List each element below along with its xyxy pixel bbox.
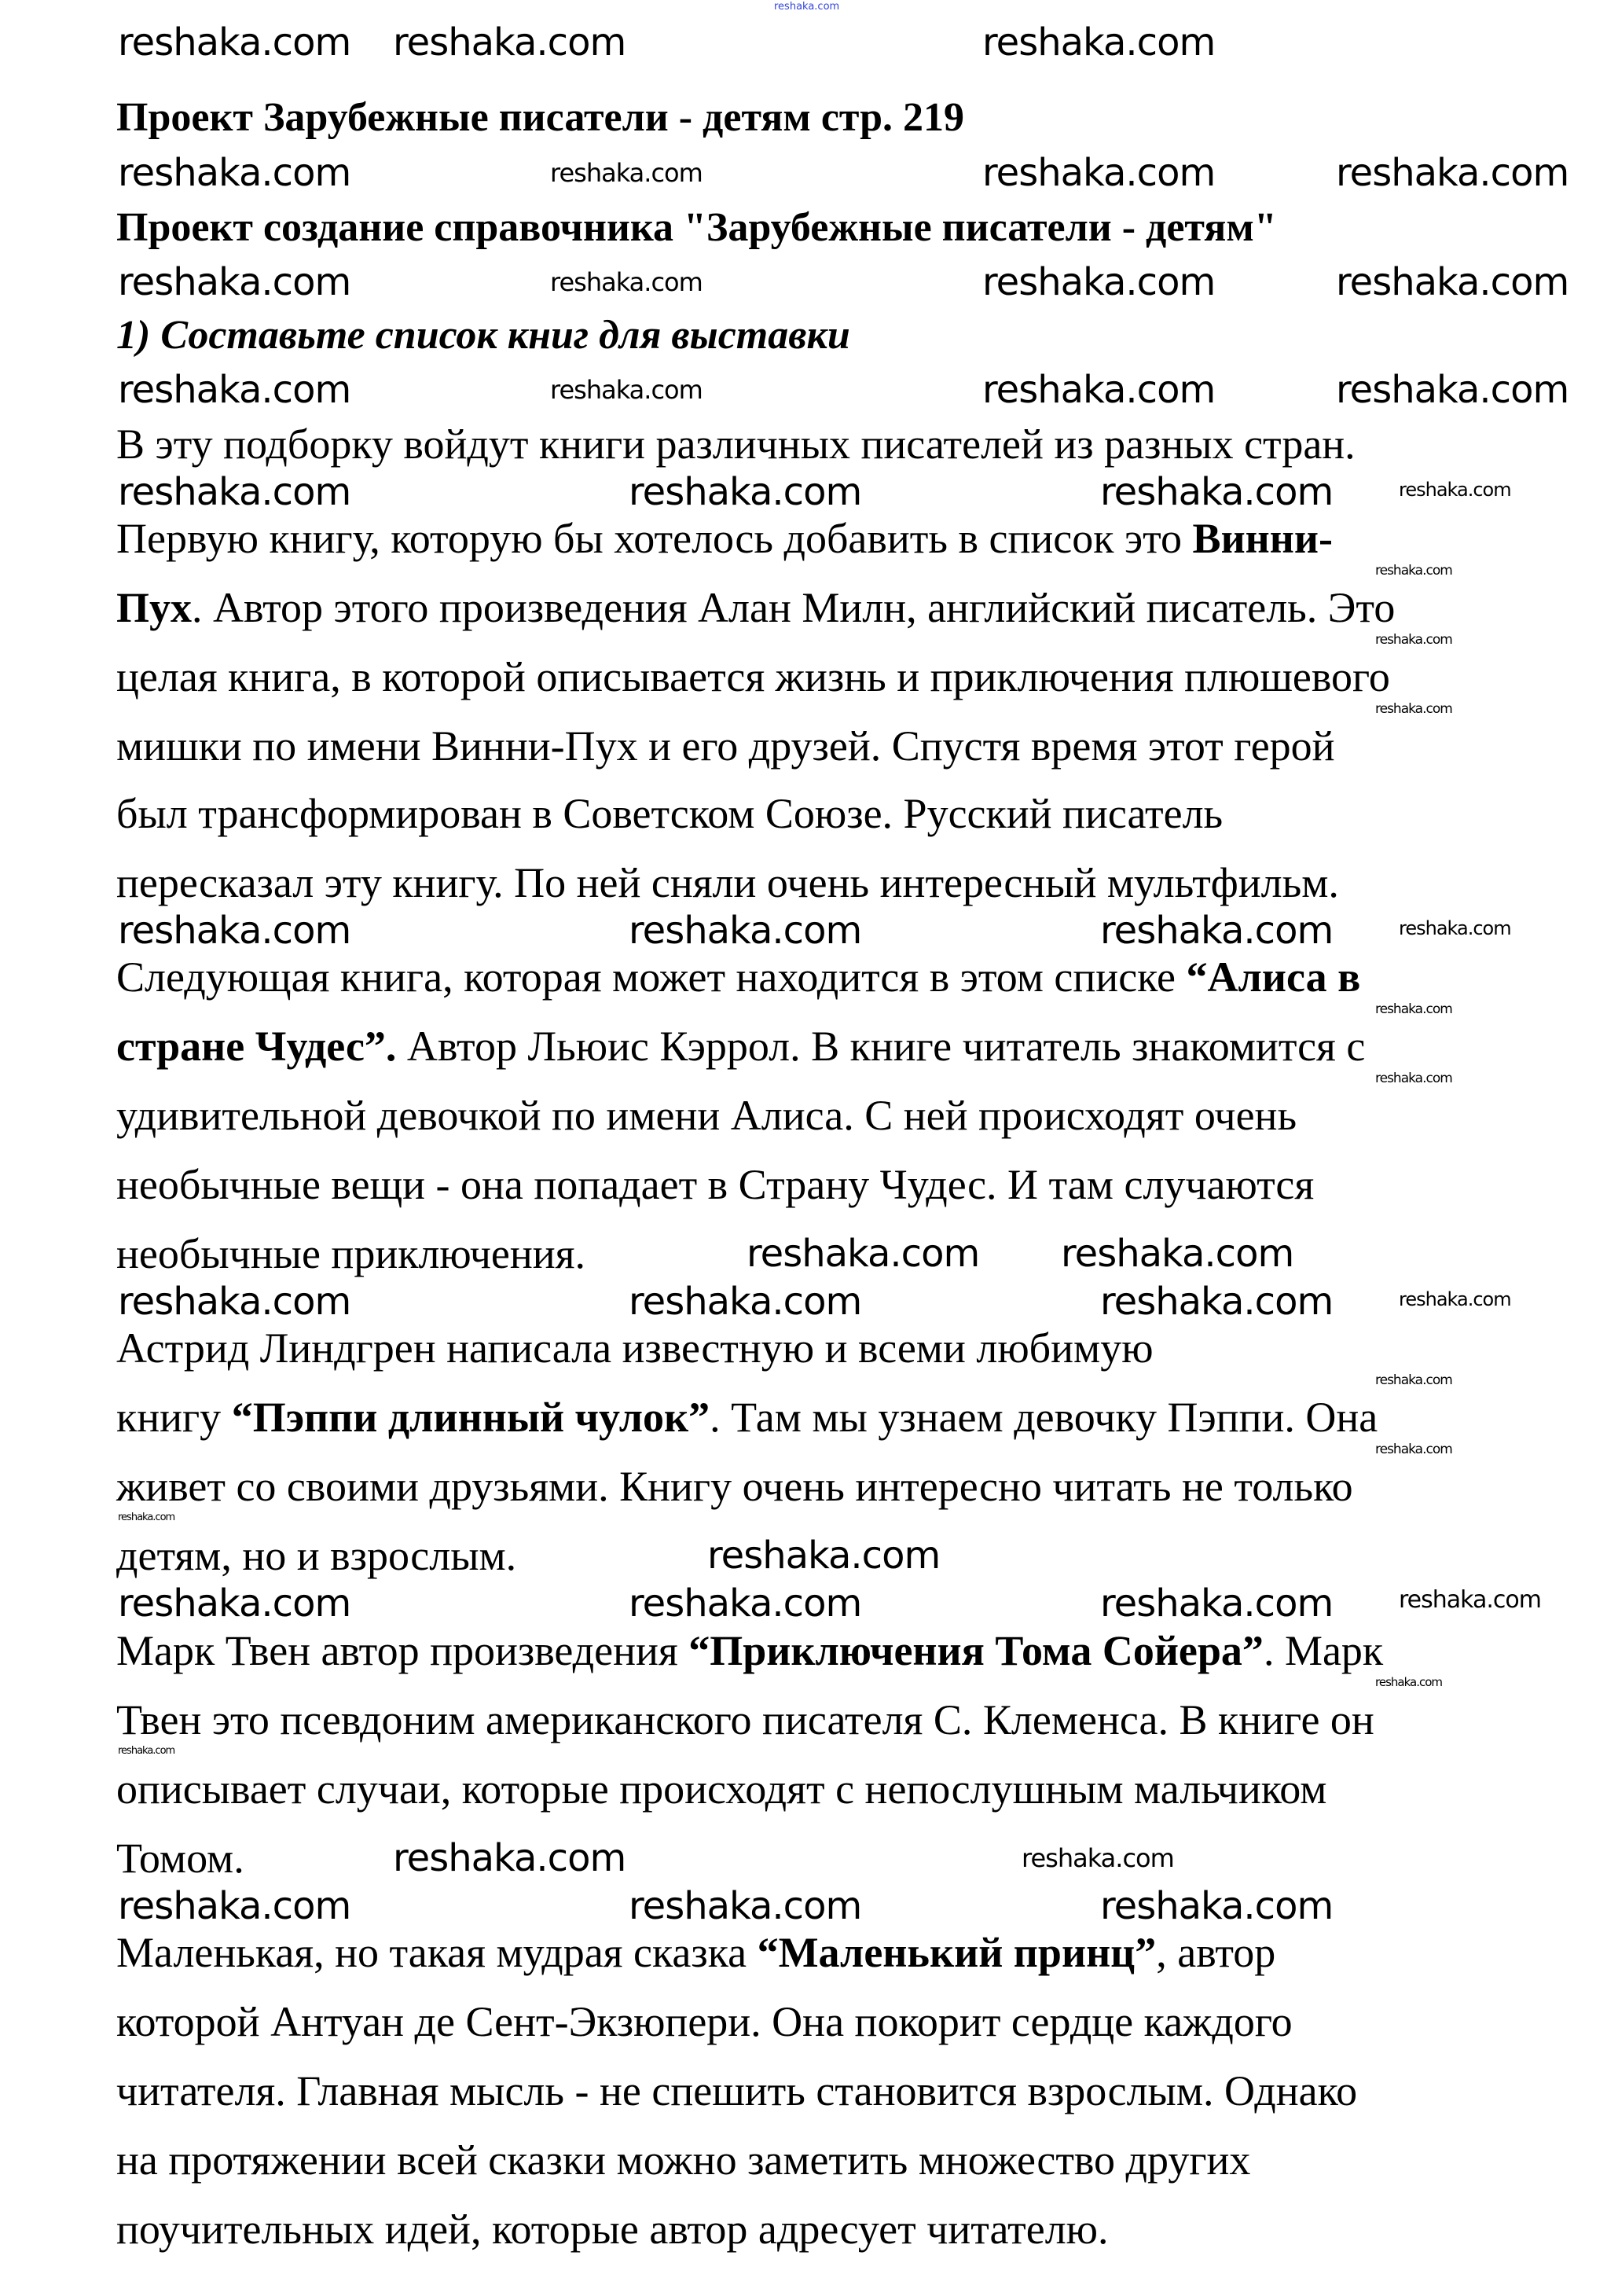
book-title: “Алиса в [1186, 953, 1361, 1001]
text-line [116, 652, 1390, 701]
task-heading: 1) Составьте список книг для выставки [116, 313, 850, 358]
watermark: reshaka.com [118, 1512, 175, 1523]
watermark: reshaka.com [629, 909, 862, 953]
watermark: reshaka.com [1100, 1581, 1334, 1626]
text-line [116, 1626, 1383, 1675]
text-segment: удивительной девочкой по имени Алиса. С ней происходят очень [116, 1092, 1297, 1139]
watermark: reshaka.com [1375, 563, 1452, 579]
text-line [116, 722, 1335, 770]
watermark: reshaka.com [118, 470, 351, 514]
watermark: reshaka.com [118, 1745, 175, 1757]
text-segment: необычные приключения. [116, 1230, 585, 1277]
text-segment: поучительных идей, которые автор адресует читателю. [116, 2206, 1109, 2253]
text-line [116, 1393, 1378, 1442]
watermark: reshaka.com [550, 375, 703, 405]
text-line [116, 1695, 1374, 1744]
page-subtitle: Проект создание справочника "Зарубежные писатели - детям" [116, 205, 1277, 250]
watermark: reshaka.com [118, 1581, 351, 1626]
text-line [116, 1091, 1297, 1140]
watermark: reshaka.com [1375, 1071, 1452, 1086]
text-segment: описывает случаи, которые происходят с непослушным мальчиком [116, 1765, 1327, 1813]
text-segment: В эту подборку войдут книги различных писателей из разных стран. [116, 421, 1356, 468]
text-segment: которой Антуан де Сент-Экзюпери. Она покорит сердце каждого [116, 1998, 1293, 2045]
text-line [116, 1160, 1314, 1209]
watermark: reshaka.com [1375, 1001, 1452, 1017]
text-segment: Твен это псевдоним американского писателя С. Клеменса. В книге он [116, 1696, 1374, 1743]
book-title: стране Чудес”. [116, 1023, 397, 1070]
text-line [116, 2205, 1109, 2254]
watermark: reshaka.com [1100, 909, 1334, 953]
watermark: reshaka.com [629, 470, 862, 514]
watermark: reshaka.com [747, 1232, 980, 1276]
watermark: reshaka.com [550, 267, 703, 297]
text-line [116, 1765, 1326, 1813]
watermark: reshaka.com [629, 1884, 862, 1928]
text-line [116, 1834, 244, 1883]
watermark: reshaka.com [393, 1836, 626, 1880]
watermark: reshaka.com [1336, 368, 1569, 412]
text-segment: Марк Твен автор произведения [116, 1627, 689, 1674]
text-line [116, 514, 1333, 563]
text-segment: на протяжении всей сказки можно заметить множество других [116, 2136, 1251, 2184]
text-line [116, 420, 1356, 468]
watermark: reshaka.com [118, 1884, 351, 1928]
text-line [116, 2136, 1250, 2184]
watermark: reshaka.com [707, 1534, 941, 1578]
text-segment: мишки по имени Винни-Пух и его друзей. Спустя время этот герой [116, 722, 1335, 770]
watermark: reshaka.com [1022, 1843, 1174, 1873]
text-segment: . Автор этого произведения Алан Милн, английский писатель. Это [192, 584, 1396, 631]
text-line [116, 1928, 1275, 1977]
watermark: reshaka.com [1100, 470, 1334, 514]
watermark: reshaka.com [118, 909, 351, 953]
watermark: reshaka.com [1399, 1288, 1511, 1310]
text-segment: Первую книгу, которую бы хотелось добавить в список это [116, 515, 1193, 562]
watermark: reshaka.com [393, 20, 626, 64]
text-line [116, 858, 1339, 907]
watermark: reshaka.com [1399, 479, 1511, 501]
text-line [116, 1531, 516, 1580]
text-segment: . Там мы узнаем девочку Пэппи. Она [710, 1394, 1378, 1441]
header-link[interactable]: reshaka.com [774, 1, 840, 13]
watermark: reshaka.com [1100, 1884, 1334, 1928]
book-title: Винни- [1192, 515, 1333, 562]
watermark: reshaka.com [629, 1280, 862, 1324]
text-segment: Следующая книга, которая может находится в этом списке [116, 953, 1187, 1001]
book-title: “Пэппи длинный чулок” [231, 1394, 710, 1441]
watermark: reshaka.com [1375, 1675, 1442, 1689]
watermark: reshaka.com [1100, 1280, 1334, 1324]
watermark: reshaka.com [1399, 1586, 1541, 1614]
watermark: reshaka.com [1336, 260, 1569, 304]
watermark: reshaka.com [1061, 1232, 1294, 1276]
text-line [116, 1324, 1154, 1372]
watermark: reshaka.com [982, 260, 1216, 304]
text-segment: Астрид Линдгрен написала известную и всеми любимую [116, 1324, 1154, 1372]
text-segment: . Марк [1263, 1627, 1384, 1674]
text-line [116, 2066, 1357, 2115]
text-segment: Автор Льюис Кэррол. В книге читатель знакомится с [396, 1023, 1366, 1070]
watermark: reshaka.com [118, 1280, 351, 1324]
watermark: reshaka.com [118, 151, 351, 195]
text-line [116, 1997, 1293, 2046]
watermark: reshaka.com [118, 368, 351, 412]
watermark: reshaka.com [629, 1581, 862, 1626]
text-segment: читателя. Главная мысль - не спешить становится взрослым. Однако [116, 2067, 1358, 2114]
text-line [116, 789, 1223, 838]
watermark: reshaka.com [550, 158, 703, 188]
text-segment: Маленькая, но такая мудрая сказка [116, 1929, 758, 1976]
watermark: reshaka.com [982, 151, 1216, 195]
book-title: Пух [116, 584, 193, 631]
text-line [116, 1022, 1365, 1071]
page-title: Проект Зарубежные писатели - детям стр. 219 [116, 95, 965, 140]
watermark: reshaka.com [1375, 1442, 1452, 1457]
text-segment: детям, но и взрослым. [116, 1532, 517, 1579]
text-segment: был трансформирован в Советском Союзе. Русский писатель [116, 790, 1224, 837]
watermark: reshaka.com [1375, 701, 1452, 717]
watermark: reshaka.com [1399, 917, 1511, 939]
watermark: reshaka.com [1375, 632, 1452, 648]
text-line [116, 583, 1395, 632]
book-title: “Приключения Тома Сойера” [688, 1627, 1264, 1674]
watermark: reshaka.com [1336, 151, 1569, 195]
text-segment: живет со своими друзьями. Книгу очень интересно читать не только [116, 1463, 1353, 1510]
text-line [116, 1462, 1353, 1511]
watermark: reshaka.com [982, 20, 1216, 64]
watermark: reshaka.com [1375, 1372, 1452, 1388]
text-segment: пересказал эту книгу. По ней сняли очень интересный мультфильм. [116, 859, 1339, 906]
watermark: reshaka.com [118, 20, 351, 64]
book-title: “Маленький принц” [757, 1929, 1157, 1976]
text-segment: книгу [116, 1394, 232, 1441]
text-line [116, 953, 1360, 1001]
text-segment: целая книга, в которой описывается жизнь и приключения плюшевого [116, 653, 1390, 700]
text-segment: Томом. [116, 1835, 244, 1882]
text-segment: необычные вещи - она попадает в Страну Чудес. И там случаются [116, 1161, 1315, 1208]
watermark: reshaka.com [118, 260, 351, 304]
text-line [116, 1229, 585, 1278]
text-segment: , автор [1156, 1929, 1276, 1976]
watermark: reshaka.com [982, 368, 1216, 412]
